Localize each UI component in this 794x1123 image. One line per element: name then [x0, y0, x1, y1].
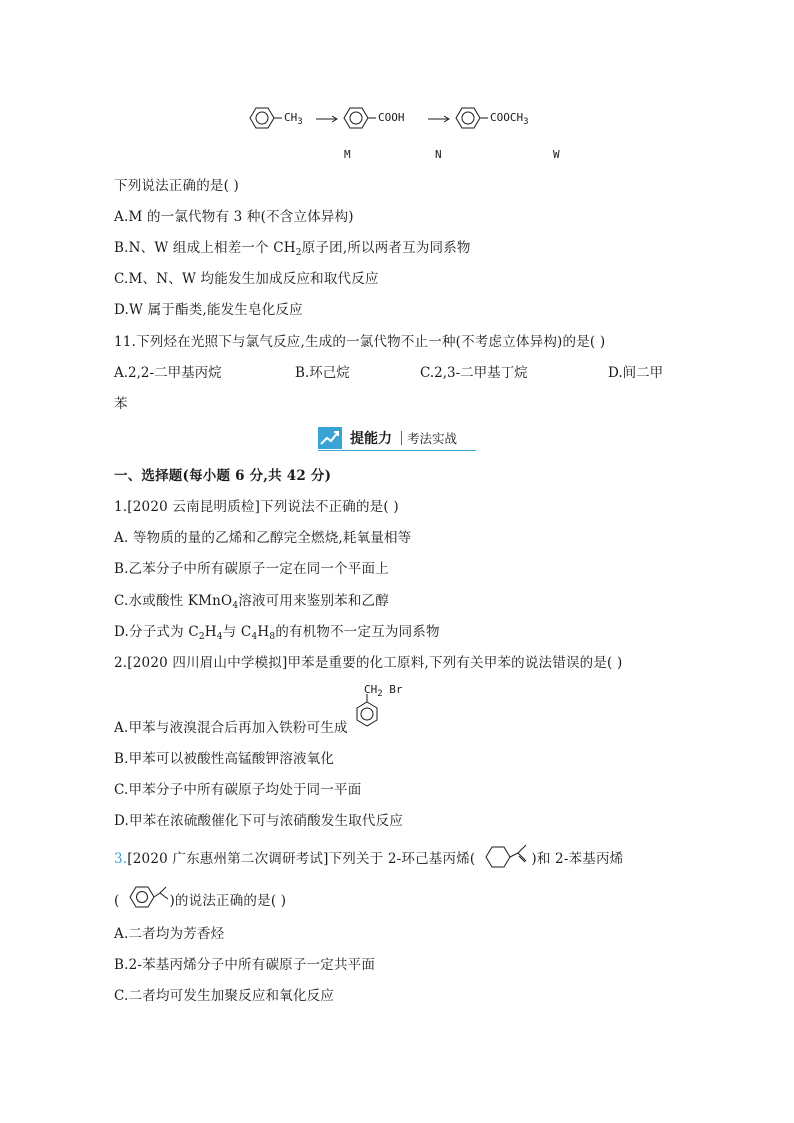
p2-option-d: D.甲苯在浓硫酸催化下可与浓硝酸发生取代反应: [114, 813, 404, 829]
cyclohexylpropene-structure: [482, 843, 536, 871]
label-m: M: [344, 148, 351, 161]
section-title: 一、选择题(每小题 6 分,共 42 分): [114, 468, 332, 484]
q11-option-a: A.2,2-二甲基丙烷: [114, 365, 222, 381]
p2-stem: 2.[2020 四川眉山中学模拟]甲苯是重要的化工原料,下列有关甲苯的说法错误的是( ): [114, 655, 623, 671]
p1-option-c: C.水或酸性 KMnO$_4$溶液可用来鉴别苯和乙醇: [114, 593, 389, 611]
section-banner: [318, 426, 476, 450]
label-n: N: [435, 148, 442, 161]
banner-main: 提能力: [350, 431, 392, 447]
p2-option-b: B.甲苯可以被酸性高锰酸钾溶液氧化: [114, 751, 335, 767]
p3-option-a: A.二者均为芳香烃: [114, 926, 225, 942]
q10-option-d: D.W 属于酯类,能发生皂化反应: [114, 302, 303, 318]
q11-option-d-cont: 苯: [114, 396, 128, 412]
p3-option-b: B.2-苯基丙烯分子中所有碳原子一定共平面: [114, 957, 376, 973]
p1-option-a: A. 等物质的量的乙烯和乙醇完全燃烧,耗氧量相等: [114, 530, 412, 546]
p2-option-a: A.甲苯与液溴混合后再加入铁粉可生成: [114, 720, 348, 736]
p3-stem: 3.[2020 广东惠州第二次调研考试]下列关于 2-环己基丙烯( )和 2-苯基丙烯: [114, 851, 624, 867]
benzyl-bromide-label: $CH_2$ Br: [364, 683, 403, 699]
p3-number: 3.: [114, 851, 128, 867]
w-group: $COOCH_3$: [490, 111, 529, 127]
p1-stem: 1.[2020 云南昆明质检]下列说法不正确的是( ): [114, 499, 399, 515]
arrow-2: [428, 116, 449, 122]
benzene-ring-n: [344, 108, 376, 128]
p1-option-d: D.分子式为 $C_2H_4$与 $C_4H_8$的有机物不一定互为同系物: [114, 624, 440, 642]
banner-underline: [318, 450, 476, 451]
banner-divider: [401, 431, 402, 445]
q11-option-d: D.间二甲: [608, 365, 664, 381]
arrow-1: [316, 116, 337, 122]
p1-option-b: B.乙苯分子中所有碳原子一定在同一个平面上: [114, 561, 389, 577]
q11-option-b: B.环己烷: [295, 365, 350, 381]
q10-option-b: B.N、W 组成上相差一个 $CH_2$原子团,所以两者互为同系物: [114, 240, 471, 258]
q10-option-c: C.M、N、W 均能发生加成反应和取代反应: [114, 271, 379, 287]
q10-option-a: A.M 的一氯代物有 3 种(不含立体异构): [114, 209, 354, 225]
m-group: $CH_3$: [284, 111, 303, 127]
label-w: W: [553, 148, 560, 161]
q10-stem: 下列说法正确的是( ): [114, 178, 240, 194]
p2-option-c: C.甲苯分子中所有碳原子均处于同一平面: [114, 782, 362, 798]
p3-option-c: C.二者均可发生加聚反应和氧化反应: [114, 988, 335, 1004]
q11-option-c: C.2,3-二甲基丁烷: [420, 365, 528, 381]
banner-sub: 考法实战: [407, 431, 458, 446]
phenylpropene-structure: [126, 883, 174, 911]
benzyl-bromide-structure: [353, 694, 383, 732]
benzene-ring-w: [456, 108, 488, 128]
n-group: COOH: [378, 111, 405, 124]
banner-icon: [318, 427, 342, 449]
benzene-ring-m: [250, 108, 282, 128]
p3-stem-line2: ( )的说法正确的是( ): [114, 893, 287, 909]
q11-stem: 11.下列烃在光照下与氯气反应,生成的一氯代物不止一种(不考虑立体异构)的是( ): [114, 334, 606, 350]
